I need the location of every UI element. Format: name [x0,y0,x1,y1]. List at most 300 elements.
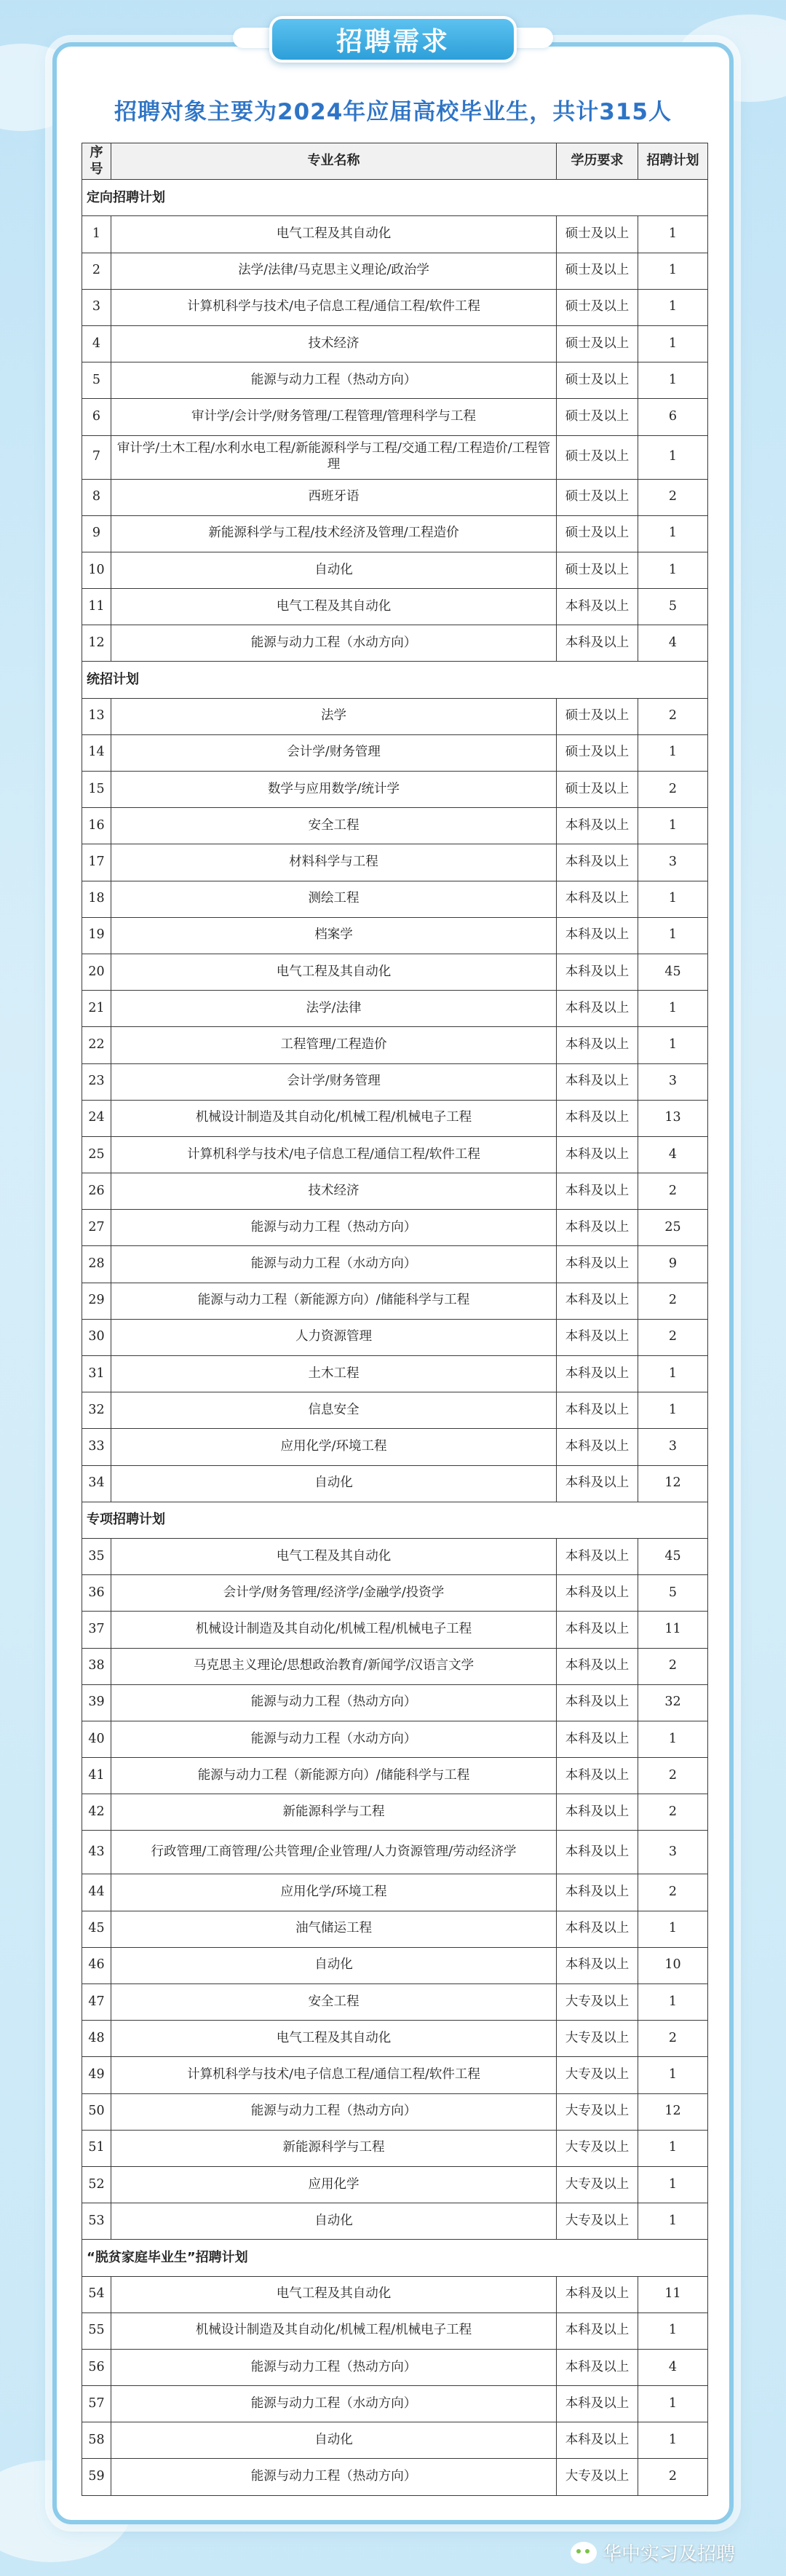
cell-education: 本科及以上 [557,1874,638,1911]
cell-index: 17 [82,844,111,881]
cell-major: 能源与动力工程（新能源方向）/储能科学与工程 [111,1758,557,1794]
cell-quota: 1 [638,1721,708,1757]
cell-index: 7 [82,435,111,479]
table-row [82,289,708,325]
cell-education: 本科及以上 [557,1027,638,1063]
table-row [82,991,708,1027]
cell-quota: 12 [638,1465,708,1502]
cell-major: 机械设计制造及其自动化/机械工程/机械电子工程 [111,1612,557,1648]
header-education: 学历要求 [557,143,638,180]
cell-education: 本科及以上 [557,625,638,662]
table-row [82,1063,708,1100]
cell-education: 本科及以上 [557,1831,638,1874]
cell-education: 大专及以上 [557,2203,638,2240]
cell-quota: 2 [638,2459,708,2495]
cell-major: 计算机科学与技术/电子信息工程/通信工程/软件工程 [111,289,557,325]
table-row [82,954,708,990]
cell-index: 33 [82,1429,111,1465]
cell-index: 18 [82,881,111,917]
cell-major: 材料科学与工程 [111,844,557,881]
cell-major: 电气工程及其自动化 [111,954,557,990]
cell-education: 本科及以上 [557,1356,638,1392]
cell-quota: 1 [638,2166,708,2203]
cell-quota: 3 [638,1831,708,1874]
watermark [571,2539,735,2566]
cell-index: 1 [82,216,111,253]
cell-education: 本科及以上 [557,881,638,917]
cell-index: 28 [82,1246,111,1283]
wechat-icon [571,2542,597,2564]
table-row [82,2349,708,2385]
cell-index: 11 [82,589,111,625]
cell-major: 安全工程 [111,808,557,844]
cell-education: 硕士及以上 [557,289,638,325]
cell-quota: 2 [638,1648,708,1684]
cell-quota: 2 [638,698,708,734]
cell-quota: 1 [638,253,708,289]
table-row [82,2203,708,2240]
cell-quota: 3 [638,1063,708,1100]
cell-index: 4 [82,325,111,362]
table-row [82,772,708,808]
cell-index: 46 [82,1947,111,1983]
table-body [82,180,708,2495]
cell-index: 45 [82,1911,111,1947]
cell-education: 本科及以上 [557,1794,638,1831]
table-row [82,479,708,515]
cell-index: 41 [82,1758,111,1794]
cell-education: 本科及以上 [557,1758,638,1794]
table-row [82,2313,708,2349]
cell-major: 应用化学 [111,2166,557,2203]
cell-major: 机械设计制造及其自动化/机械工程/机械电子工程 [111,2313,557,2349]
cell-quota: 4 [638,625,708,662]
cell-major: 技术经济 [111,325,557,362]
cell-major: 机械设计制造及其自动化/机械工程/机械电子工程 [111,1100,557,1136]
table-row [82,1210,708,1246]
table-row [82,881,708,917]
cell-education: 硕士及以上 [557,772,638,808]
cell-quota: 1 [638,515,708,552]
cell-major: 新能源科学与工程 [111,1794,557,1831]
cell-quota: 1 [638,2422,708,2459]
table-row [82,625,708,662]
cell-education: 本科及以上 [557,1575,638,1612]
cell-major: 安全工程 [111,1984,557,2021]
cell-major: 自动化 [111,1465,557,1502]
table-row [82,589,708,625]
cell-major: 电气工程及其自动化 [111,2276,557,2313]
cell-education: 本科及以上 [557,1648,638,1684]
table-row [82,1538,708,1574]
cell-education: 本科及以上 [557,917,638,954]
cell-quota: 1 [638,325,708,362]
cell-quota: 45 [638,954,708,990]
cell-major: 新能源科学与工程 [111,2130,557,2166]
table-row [82,216,708,253]
table-row [82,1136,708,1173]
table-row [82,1173,708,1210]
cell-major: 能源与动力工程（水动方向） [111,1246,557,1283]
section-row [82,1502,708,1538]
cell-education: 本科及以上 [557,2313,638,2349]
cell-major: 审计学/会计学/财务管理/工程管理/管理科学与工程 [111,399,557,435]
cell-quota: 1 [638,362,708,399]
cell-index: 35 [82,1538,111,1574]
cell-quota: 5 [638,1575,708,1612]
cell-major: 计算机科学与技术/电子信息工程/通信工程/软件工程 [111,1136,557,1173]
table-row [82,1283,708,1319]
cell-education: 本科及以上 [557,1947,638,1983]
table-row [82,1027,708,1063]
cell-index: 59 [82,2459,111,2495]
cell-quota: 25 [638,1210,708,1246]
table-row [82,1911,708,1947]
cell-major: 电气工程及其自动化 [111,2021,557,2057]
table-row [82,435,708,479]
cell-education: 硕士及以上 [557,216,638,253]
cell-education: 大专及以上 [557,2459,638,2495]
cell-education: 本科及以上 [557,2276,638,2313]
cell-index: 54 [82,2276,111,2313]
section-title: 定向招聘计划 [82,180,708,216]
cell-index: 58 [82,2422,111,2459]
table-row [82,1984,708,2021]
cell-quota: 2 [638,479,708,515]
section-row [82,662,708,698]
cell-quota: 10 [638,1947,708,1983]
table-row [82,808,708,844]
table-row [82,698,708,734]
cell-index: 44 [82,1874,111,1911]
cell-major: 应用化学/环境工程 [111,1874,557,1911]
cell-education: 大专及以上 [557,2057,638,2093]
badge-title: 招聘需求 [336,26,450,57]
cell-education: 本科及以上 [557,1392,638,1429]
cell-education: 本科及以上 [557,1173,638,1210]
cell-quota: 1 [638,1911,708,1947]
cell-quota: 9 [638,1246,708,1283]
table-row [82,399,708,435]
table-row [82,2093,708,2130]
table-row [82,1356,708,1392]
cell-index: 14 [82,734,111,771]
table-row [82,1684,708,1721]
cell-education: 硕士及以上 [557,253,638,289]
cell-quota: 1 [638,991,708,1027]
cell-quota: 1 [638,2057,708,2093]
cell-major: 能源与动力工程（热动方向） [111,2459,557,2495]
cell-index: 37 [82,1612,111,1648]
cell-quota: 4 [638,1136,708,1173]
cell-quota: 12 [638,2093,708,2130]
cell-major: 能源与动力工程（热动方向） [111,1210,557,1246]
cell-quota: 2 [638,2021,708,2057]
section-row [82,180,708,216]
cell-education: 本科及以上 [557,808,638,844]
table-row [82,1874,708,1911]
cell-index: 27 [82,1210,111,1246]
cell-index: 22 [82,1027,111,1063]
cell-index: 16 [82,808,111,844]
cell-index: 52 [82,2166,111,2203]
cell-index: 38 [82,1648,111,1684]
cell-major: 能源与动力工程（热动方向） [111,2093,557,2130]
cell-quota: 2 [638,1874,708,1911]
table-row [82,2021,708,2057]
cell-index: 9 [82,515,111,552]
cell-quota: 1 [638,734,708,771]
cell-education: 硕士及以上 [557,698,638,734]
cell-quota: 2 [638,1794,708,1831]
cell-quota: 11 [638,2276,708,2313]
cell-index: 40 [82,1721,111,1757]
cell-major: 自动化 [111,1947,557,1983]
header-index: 序号 [82,143,111,180]
cell-education: 硕士及以上 [557,479,638,515]
cell-index: 51 [82,2130,111,2166]
cell-education: 大专及以上 [557,1984,638,2021]
section-title: 专项招聘计划 [82,1502,708,1538]
cell-index: 30 [82,1319,111,1355]
cell-index: 5 [82,362,111,399]
table-row [82,1758,708,1794]
cell-index: 43 [82,1831,111,1874]
cell-education: 大专及以上 [557,2021,638,2057]
cell-education: 本科及以上 [557,2349,638,2385]
cell-education: 本科及以上 [557,1429,638,1465]
cell-index: 21 [82,991,111,1027]
cell-education: 本科及以上 [557,2386,638,2422]
cell-major: 会计学/财务管理/经济学/金融学/投资学 [111,1575,557,1612]
table-header-row [82,143,708,180]
cell-major: 能源与动力工程（热动方向） [111,1684,557,1721]
cell-major: 法学 [111,698,557,734]
table-row [82,1831,708,1874]
cell-index: 56 [82,2349,111,2385]
section-row [82,2240,708,2276]
cell-quota: 4 [638,2349,708,2385]
cell-major: 人力资源管理 [111,1319,557,1355]
cell-major: 计算机科学与技术/电子信息工程/通信工程/软件工程 [111,2057,557,2093]
cell-major: 会计学/财务管理 [111,734,557,771]
cell-quota: 1 [638,917,708,954]
watermark-text: 华中实习及招聘 [602,2543,735,2565]
table-row [82,2130,708,2166]
cell-quota: 45 [638,1538,708,1574]
cell-quota: 32 [638,1684,708,1721]
cell-major: 行政管理/工商管理/公共管理/企业管理/人力资源管理/劳动经济学 [111,1831,557,1874]
section-badge [269,16,517,63]
cell-index: 2 [82,253,111,289]
cell-quota: 1 [638,435,708,479]
cell-major: 应用化学/环境工程 [111,1429,557,1465]
table-row [82,2459,708,2495]
table-row [82,515,708,552]
recruitment-table [82,143,708,2496]
cell-education: 本科及以上 [557,1100,638,1136]
section-title: 统招计划 [82,662,708,698]
cell-quota: 6 [638,399,708,435]
cell-major: 自动化 [111,552,557,588]
cell-quota: 2 [638,1319,708,1355]
table-row [82,1246,708,1283]
cell-major: 自动化 [111,2203,557,2240]
cell-quota: 1 [638,552,708,588]
cell-major: 技术经济 [111,1173,557,1210]
table-row [82,1794,708,1831]
cell-major: 自动化 [111,2422,557,2459]
table-row [82,1319,708,1355]
table-row [82,1100,708,1136]
cell-education: 本科及以上 [557,1246,638,1283]
cell-index: 42 [82,1794,111,1831]
cell-major: 能源与动力工程（水动方向） [111,2386,557,2422]
cell-major: 电气工程及其自动化 [111,589,557,625]
cell-major: 能源与动力工程（新能源方向）/储能科学与工程 [111,1283,557,1319]
cell-index: 36 [82,1575,111,1612]
cell-quota: 1 [638,216,708,253]
table-row [82,734,708,771]
cell-index: 34 [82,1465,111,1502]
cell-index: 49 [82,2057,111,2093]
cell-quota: 1 [638,289,708,325]
cell-major: 马克思主义理论/思想政治教育/新闻学/汉语言文学 [111,1648,557,1684]
table-row [82,1721,708,1757]
cell-quota: 1 [638,2130,708,2166]
cell-major: 能源与动力工程（热动方向） [111,362,557,399]
table-row [82,2057,708,2093]
cell-quota: 1 [638,1027,708,1063]
cell-education: 本科及以上 [557,1721,638,1757]
table-row [82,552,708,588]
cell-quota: 1 [638,1356,708,1392]
table-row [82,2422,708,2459]
cell-index: 20 [82,954,111,990]
cell-index: 47 [82,1984,111,2021]
cell-education: 本科及以上 [557,1319,638,1355]
table-row [82,2276,708,2313]
cell-quota: 1 [638,2203,708,2240]
cell-quota: 13 [638,1100,708,1136]
cell-education: 硕士及以上 [557,734,638,771]
cell-index: 3 [82,289,111,325]
cell-quota: 2 [638,772,708,808]
cell-major: 土木工程 [111,1356,557,1392]
cell-major: 能源与动力工程（热动方向） [111,2349,557,2385]
table-row [82,844,708,881]
cell-index: 39 [82,1684,111,1721]
cell-index: 24 [82,1100,111,1136]
table-row [82,2386,708,2422]
cell-major: 审计学/土木工程/水利水电工程/新能源科学与工程/交通工程/工程造价/工程管理 [111,435,557,479]
table-row [82,1429,708,1465]
table-row [82,253,708,289]
cell-index: 26 [82,1173,111,1210]
cell-index: 50 [82,2093,111,2130]
cell-major: 工程管理/工程造价 [111,1027,557,1063]
cell-major: 会计学/财务管理 [111,1063,557,1100]
cell-index: 31 [82,1356,111,1392]
cell-quota: 3 [638,1429,708,1465]
cell-education: 大专及以上 [557,2130,638,2166]
cell-major: 档案学 [111,917,557,954]
cell-education: 硕士及以上 [557,552,638,588]
cell-index: 57 [82,2386,111,2422]
cell-index: 23 [82,1063,111,1100]
cell-education: 本科及以上 [557,1465,638,1502]
cell-index: 10 [82,552,111,588]
cell-education: 硕士及以上 [557,362,638,399]
table-row [82,1947,708,1983]
cell-major: 法学/法律/马克思主义理论/政治学 [111,253,557,289]
cell-index: 48 [82,2021,111,2057]
cell-major: 电气工程及其自动化 [111,216,557,253]
table-row [82,325,708,362]
section-title: “脱贫家庭毕业生”招聘计划 [82,2240,708,2276]
cell-index: 8 [82,479,111,515]
cell-quota: 1 [638,2313,708,2349]
cell-education: 本科及以上 [557,1911,638,1947]
table-row [82,1575,708,1612]
cell-major: 法学/法律 [111,991,557,1027]
cell-quota: 1 [638,808,708,844]
cell-major: 能源与动力工程（水动方向） [111,625,557,662]
cell-education: 硕士及以上 [557,399,638,435]
cell-index: 53 [82,2203,111,2240]
cell-index: 19 [82,917,111,954]
cell-quota: 1 [638,1392,708,1429]
table-row [82,1465,708,1502]
cell-major: 数学与应用数学/统计学 [111,772,557,808]
cell-major: 测绘工程 [111,881,557,917]
cell-education: 硕士及以上 [557,325,638,362]
cell-education: 本科及以上 [557,2422,638,2459]
cell-education: 本科及以上 [557,1538,638,1574]
table-row [82,362,708,399]
cell-major: 西班牙语 [111,479,557,515]
table-row [82,1648,708,1684]
cell-index: 29 [82,1283,111,1319]
table-row [82,1612,708,1648]
cell-education: 本科及以上 [557,1063,638,1100]
cell-major: 信息安全 [111,1392,557,1429]
cell-education: 本科及以上 [557,1136,638,1173]
table-row [82,1392,708,1429]
cell-index: 32 [82,1392,111,1429]
page-headline: 招聘对象主要为2024年应届高校毕业生，共计315人 [114,99,672,125]
cell-quota: 1 [638,1984,708,2021]
cell-education: 本科及以上 [557,589,638,625]
cell-education: 大专及以上 [557,2093,638,2130]
cell-education: 本科及以上 [557,1684,638,1721]
cell-education: 大专及以上 [557,2166,638,2203]
cell-major: 电气工程及其自动化 [111,1538,557,1574]
table-row [82,2166,708,2203]
cell-major: 油气储运工程 [111,1911,557,1947]
cell-index: 15 [82,772,111,808]
cell-index: 25 [82,1136,111,1173]
cell-quota: 2 [638,1173,708,1210]
cell-quota: 2 [638,1283,708,1319]
header-quota: 招聘计划 [638,143,708,180]
cell-education: 本科及以上 [557,1210,638,1246]
cell-major: 新能源科学与工程/技术经济及管理/工程造价 [111,515,557,552]
cell-education: 本科及以上 [557,1283,638,1319]
cell-education: 本科及以上 [557,991,638,1027]
cell-quota: 3 [638,844,708,881]
header-major: 专业名称 [111,143,557,180]
